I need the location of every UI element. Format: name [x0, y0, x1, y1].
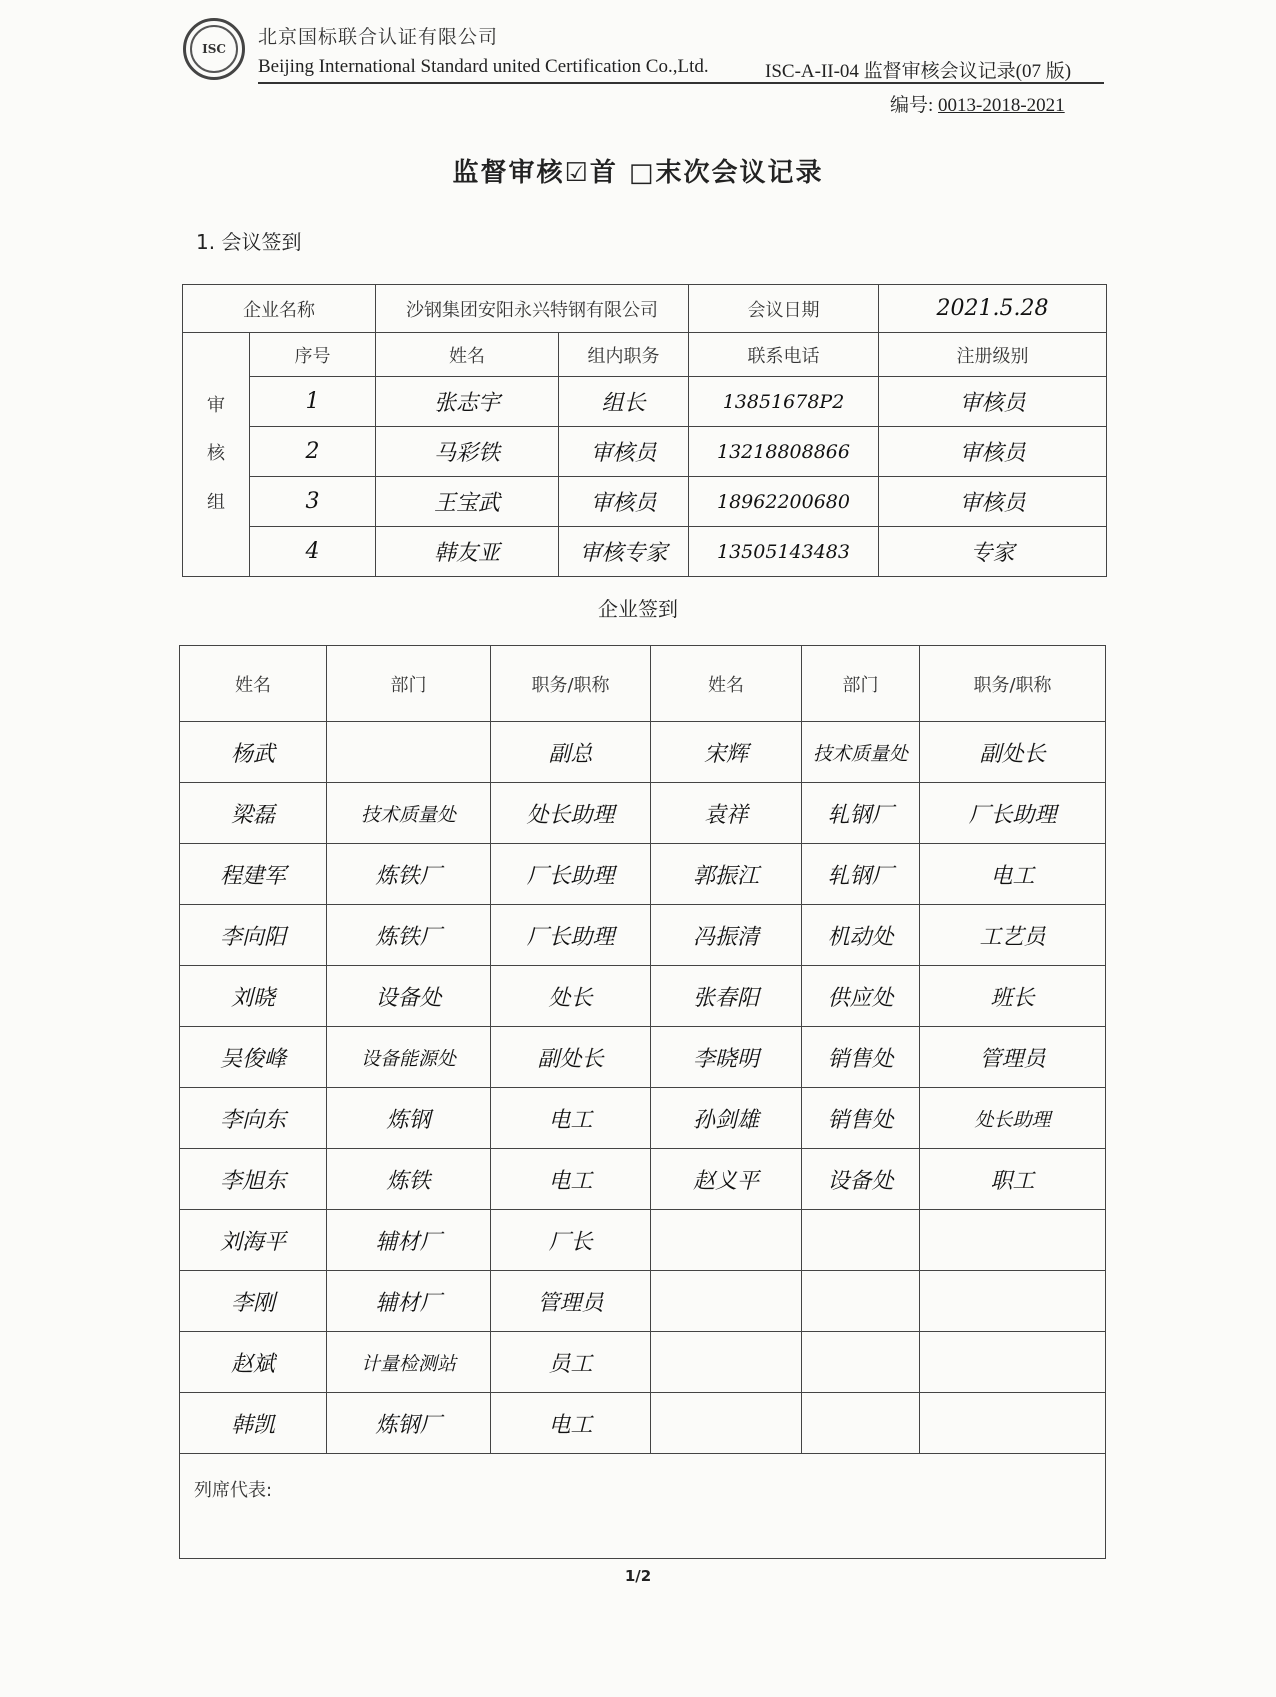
logo-text: ISC: [190, 25, 238, 73]
team-role: 审核员: [559, 427, 689, 477]
signin-cell: 供应处: [802, 966, 920, 1027]
signin-cell: 电工: [491, 1393, 651, 1454]
signin-cell: 李旭东: [180, 1149, 327, 1210]
signin-cell: [920, 1210, 1106, 1271]
signin-cell: 韩凯: [180, 1393, 327, 1454]
signin-cell: 销售处: [802, 1088, 920, 1149]
signin-cell: 辅材厂: [327, 1210, 491, 1271]
header-level: 注册级别: [879, 333, 1107, 377]
company-logo: [183, 18, 245, 80]
team-row: [183, 477, 1107, 527]
signin-cell: 袁祥: [651, 783, 802, 844]
signin-cell: 员工: [491, 1332, 651, 1393]
signin-cell: 厂长助理: [920, 783, 1106, 844]
signin-cell: 副总: [491, 722, 651, 783]
signin-cell: 管理员: [920, 1027, 1106, 1088]
signin-cell: 炼铁厂: [327, 844, 491, 905]
signin-cell: [802, 1271, 920, 1332]
signin-cell: 李向东: [180, 1088, 327, 1149]
signin-cell: [802, 1210, 920, 1271]
signin-row: [180, 783, 1106, 844]
signin-cell: 副处长: [491, 1027, 651, 1088]
signin-cell: 技术质量处: [802, 722, 920, 783]
team-no: 2: [250, 427, 376, 477]
serial-number: [890, 90, 1065, 117]
signin-cell: 处长助理: [920, 1088, 1106, 1149]
team-no: 4: [250, 527, 376, 577]
signin-cell: 厂长助理: [491, 844, 651, 905]
team-role: 审核员: [559, 477, 689, 527]
signin-cell: [802, 1332, 920, 1393]
document-id: ISC-A-II-04 监督审核会议记录(07 版): [765, 61, 1072, 82]
signin-cell: 辅材厂: [327, 1271, 491, 1332]
signin-row: [180, 1332, 1106, 1393]
team-level: 审核员: [879, 377, 1107, 427]
serial-value: 0013-2018-2021: [938, 95, 1065, 116]
signin-cell: [651, 1332, 802, 1393]
signin-cell: 刘晓: [180, 966, 327, 1027]
company-label: 企业名称: [183, 285, 376, 333]
section-heading: 1. 会议签到: [196, 230, 302, 254]
team-phone: 13851678P2: [689, 377, 879, 427]
signin-cell: 轧钢厂: [802, 783, 920, 844]
header-no: 序号: [250, 333, 376, 377]
team-row: [183, 377, 1107, 427]
date-label: 会议日期: [689, 285, 879, 333]
date-value: 2021.5.28: [879, 285, 1107, 333]
signin-cell: 梁磊: [180, 783, 327, 844]
company-name-cn: 北京国标联合认证有限公司: [258, 26, 499, 48]
team-name: 马彩铁: [376, 427, 559, 477]
signin-row: [180, 966, 1106, 1027]
attendee-row: [180, 1454, 1106, 1559]
company-name-en: Beijing International Standard united Certification Co.,Ltd.: [258, 56, 709, 77]
group-label: 审 核 组: [183, 333, 250, 577]
signin-table: [179, 645, 1106, 1559]
signin-cell: 刘海平: [180, 1210, 327, 1271]
signin-row: [180, 844, 1106, 905]
signin-cell: 销售处: [802, 1027, 920, 1088]
signin-cell: [651, 1210, 802, 1271]
signin-row: [180, 1271, 1106, 1332]
team-name: 王宝武: [376, 477, 559, 527]
team-no: 1: [250, 377, 376, 427]
team-phone: 13218808866: [689, 427, 879, 477]
signin-cell: 设备处: [802, 1149, 920, 1210]
signin-cell: 计量检测站: [327, 1332, 491, 1393]
signin-cell: [920, 1393, 1106, 1454]
signin-row: [180, 1210, 1106, 1271]
signin-cell: 孙剑雄: [651, 1088, 802, 1149]
signin-cell: 处长: [491, 966, 651, 1027]
team-level: 审核员: [879, 477, 1107, 527]
team-phone: 18962200680: [689, 477, 879, 527]
signin-row: [180, 722, 1106, 783]
header-divider: [258, 82, 1104, 84]
signin-header-name: 姓名: [180, 646, 327, 722]
signin-cell: [802, 1393, 920, 1454]
serial-label: 编号:: [890, 95, 934, 116]
signin-cell: 赵斌: [180, 1332, 327, 1393]
signin-row: [180, 905, 1106, 966]
team-name: 韩友亚: [376, 527, 559, 577]
signin-cell: 轧钢厂: [802, 844, 920, 905]
signin-cell: 李刚: [180, 1271, 327, 1332]
signin-cell: 炼铁: [327, 1149, 491, 1210]
signin-row: [180, 1393, 1106, 1454]
signin-cell: 电工: [491, 1088, 651, 1149]
signin-row: [180, 1027, 1106, 1088]
team-header-row: [183, 333, 1107, 377]
team-phone: 13505143483: [689, 527, 879, 577]
signin-section-title: 企业签到: [598, 597, 678, 621]
signin-cell: 赵义平: [651, 1149, 802, 1210]
signin-cell: 机动处: [802, 905, 920, 966]
signin-cell: 副处长: [920, 722, 1106, 783]
team-row: [183, 527, 1107, 577]
header-name: 姓名: [376, 333, 559, 377]
signin-cell: 宋辉: [651, 722, 802, 783]
signin-cell: [651, 1393, 802, 1454]
team-level: 审核员: [879, 427, 1107, 477]
signin-cell: 设备能源处: [327, 1027, 491, 1088]
signin-cell: 管理员: [491, 1271, 651, 1332]
signin-header-row: [180, 646, 1106, 722]
signin-cell: 设备处: [327, 966, 491, 1027]
signin-cell: 工艺员: [920, 905, 1106, 966]
signin-cell: 班长: [920, 966, 1106, 1027]
attendee-label: 列席代表:: [180, 1454, 1106, 1559]
signin-header-name: 姓名: [651, 646, 802, 722]
signin-header-dept: 部门: [327, 646, 491, 722]
signin-cell: 厂长助理: [491, 905, 651, 966]
team-level: 专家: [879, 527, 1107, 577]
team-no: 3: [250, 477, 376, 527]
signin-cell: 杨武: [180, 722, 327, 783]
signin-cell: 炼钢: [327, 1088, 491, 1149]
signin-cell: 郭振江: [651, 844, 802, 905]
signin-cell: 电工: [491, 1149, 651, 1210]
signin-cell: [651, 1271, 802, 1332]
signin-cell: 厂长: [491, 1210, 651, 1271]
signin-cell: 张春阳: [651, 966, 802, 1027]
signin-row: [180, 1088, 1106, 1149]
audit-team-table: [182, 284, 1107, 577]
team-name: 张志宇: [376, 377, 559, 427]
header-role: 组内职务: [559, 333, 689, 377]
signin-cell: 冯振清: [651, 905, 802, 966]
signin-cell: 炼铁厂: [327, 905, 491, 966]
signin-header-title: 职务/职称: [491, 646, 651, 722]
page-number: 1/2: [624, 1567, 652, 1585]
page-title: 监督审核☑首 □末次会议记录: [452, 158, 824, 188]
signin-cell: 炼钢厂: [327, 1393, 491, 1454]
signin-cell: 程建军: [180, 844, 327, 905]
signin-cell: [920, 1332, 1106, 1393]
team-role: 组长: [559, 377, 689, 427]
signin-cell: 职工: [920, 1149, 1106, 1210]
header-phone: 联系电话: [689, 333, 879, 377]
signin-cell: [920, 1271, 1106, 1332]
signin-cell: 电工: [920, 844, 1106, 905]
signin-cell: 技术质量处: [327, 783, 491, 844]
signin-cell: 李晓明: [651, 1027, 802, 1088]
company-value: 沙钢集团安阳永兴特钢有限公司: [376, 285, 689, 333]
signin-cell: 处长助理: [491, 783, 651, 844]
signin-row: [180, 1149, 1106, 1210]
signin-header-dept: 部门: [802, 646, 920, 722]
team-row: [183, 427, 1107, 477]
team-role: 审核专家: [559, 527, 689, 577]
signin-cell: 吴俊峰: [180, 1027, 327, 1088]
signin-cell: [327, 722, 491, 783]
signin-header-title: 职务/职称: [920, 646, 1106, 722]
signin-cell: 李向阳: [180, 905, 327, 966]
company-row: [183, 285, 1107, 333]
